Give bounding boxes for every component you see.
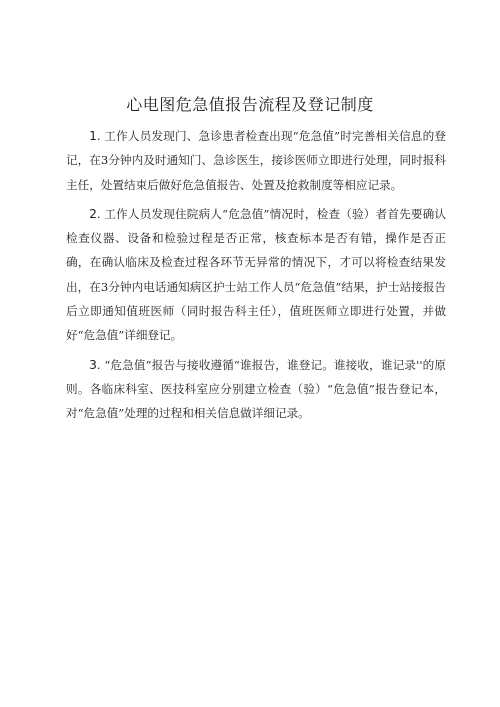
document-body (66, 124, 446, 431)
paragraph-number: 2 (89, 206, 97, 221)
paragraph-2 (66, 202, 446, 348)
paragraph-text: . 工作人员发现门、急诊患者检查出现“危急值”时完善相关信息的登记，在3分钟内及时通知门、急诊医生，接诊医师立即进行处理，同时报科主任，处置结束后做好危急值报告、处置及抢救制度等相应记录。 (66, 129, 446, 192)
document-title: 心电图危急值报告流程及登记制度 (126, 95, 374, 114)
paragraph-number: 1 (89, 129, 97, 143)
paragraph-1 (66, 124, 446, 197)
paragraph-number: 3 (89, 357, 97, 372)
paragraph-3 (66, 353, 446, 426)
paragraph-text: . 工作人员发现住院病人“危急值”情况时，检查（验）者首先要确认检查仪器、设备和检验过程是否正常，核查标本是否有错，操作是否正确，在确认临床及检查过程各环节无异常的情况下，才可以将检查结果发出，在3分钟内电话通知病区护士站工作人员“危急值”结果，护士站接报告后立即通知值班医师（同时报告科主任），值班医师立即进行处置，并做好“危急值”详细登记。 (66, 206, 446, 343)
paragraph-text: . “危急值”报告与接收遵循“谁报告，谁登记。谁接收，谁记录''的原则。各临床科室、医技科室应分别建立检查（验）“危急值”报告登记本，对“危急值”处理的过程和相关信息做详细记录。 (66, 357, 446, 421)
